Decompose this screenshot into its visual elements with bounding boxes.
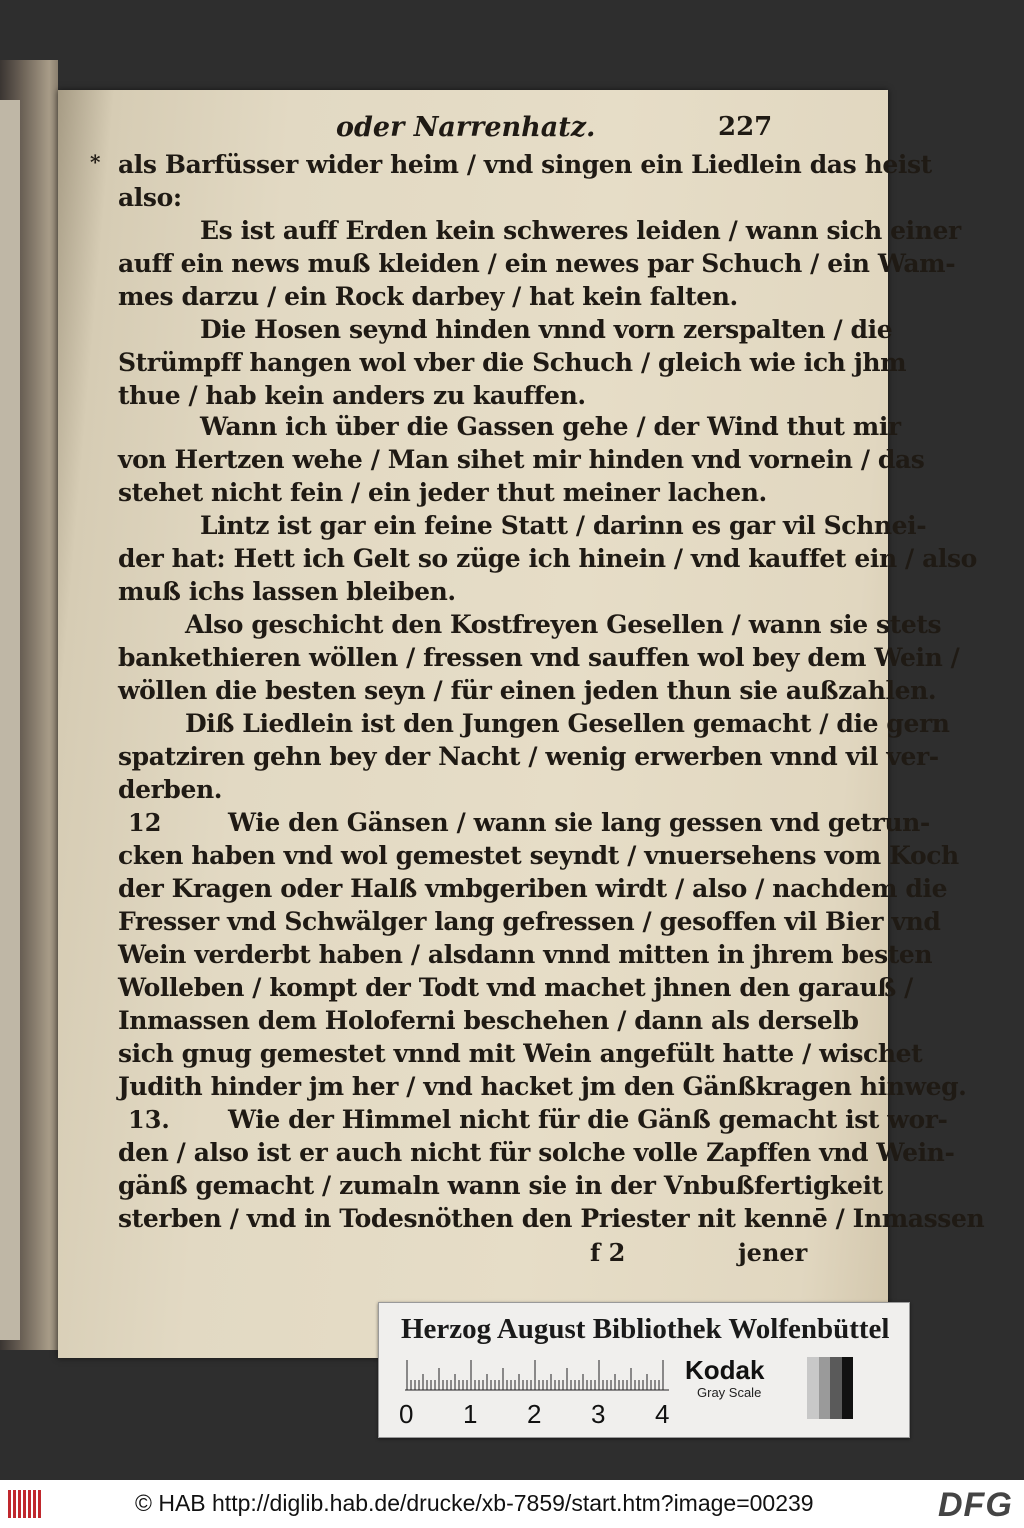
gray-swatch [830,1357,842,1419]
text-line: Strümpff hangen wol vber die Schuch / gleich wie ich jhm [118,348,907,377]
text-line: Lintz ist gar ein feine Statt / darinn es gar vil Schnei- [200,511,927,540]
ruler-number: 1 [463,1399,478,1429]
text-line: als Barfüsser wider heim / vnd singen ein Liedlein das heist [118,150,932,179]
text-line: den / also ist er auch nicht für solche volle Zapffen vnd Wein- [118,1138,955,1167]
left-page-strip [0,100,20,1340]
text-line: Wann ich über die Gassen gehe / der Wind thut mir [200,412,901,441]
color-calibration-card [378,1302,910,1438]
running-header: oder Narrenhatz. [336,112,596,143]
page-marker: * [90,150,101,174]
text-line: sich gnug gemestet vnnd mit Wein angefült hatte / wischet [118,1039,923,1068]
kodak-logo: Kodak [685,1355,765,1385]
footer-bar [0,1480,1024,1528]
text-line: derben. [118,775,223,804]
gray-swatches [807,1357,853,1419]
gray-scale-label: Gray Scale [697,1385,762,1400]
text-line: Fresser vnd Schwälger lang gefressen / gesoffen vil Bier vnd [118,907,941,936]
ruler-number: 4 [655,1399,670,1429]
gray-swatch [807,1357,819,1419]
text-line: mes darzu / ein Rock darbey / hat kein falten. [118,282,738,311]
text-line: wöllen die besten seyn / für einen jeden thun sie außzahlen. [118,676,937,705]
text-line: Wolleben / kompt der Todt vnd machet jhnen den garauß / [118,973,913,1002]
catchword: jener [738,1238,808,1267]
page-number: 227 [718,112,773,142]
text-line: Die Hosen seynd hinden vnnd vorn zerspalten / die [200,315,893,344]
text-line: Wie der Himmel nicht für die Gänß gemacht ist wor- [228,1105,948,1134]
text-line: muß ichs lassen bleiben. [118,577,456,606]
text-line: Inmassen dem Holoferni beschehen / dann als derselb [118,1006,859,1035]
text-line: bankethieren wöllen / fressen vnd sauffen wol bey dem Wein / [118,643,960,672]
text-line: sterben / vnd in Todesnöthen den Priester nit kennē / Inmassen [118,1204,985,1233]
text-line: spatziren gehn bey der Nacht / wenig erwerben vnnd vil ver- [118,742,939,771]
text-line: von Hertzen wehe / Man sihet mir hinden vnd vornein / das [118,445,925,474]
text-line: Es ist auff Erden kein schweres leiden / wann sich einer [200,216,961,245]
text-line: Diß Liedlein ist den Jungen Gesellen gemacht / die gern [185,709,950,738]
gray-swatch [842,1357,854,1419]
gray-swatch [819,1357,831,1419]
text-line: thue / hab kein anders zu kauffen. [118,381,586,410]
library-name: Herzog August Bibliothek Wolfenbüttel [401,1313,890,1345]
signature-mark: f 2 [590,1238,626,1267]
text-line: Also geschicht den Kostfreyen Gesellen / wann sie stets [185,610,942,639]
footer-url[interactable]: © HAB http://diglib.hab.de/drucke/xb-7859/start.htm?image=00239 [135,1490,814,1516]
text-line: Wein verderbt haben / alsdann vnnd mitten in jhrem besten [118,940,933,969]
text-line: gänß gemacht / zumaln wann sie in der Vnbußfertigkeit [118,1171,883,1200]
text-line: der Kragen oder Halß vmbgeriben wirdt / also / nachdem die [118,874,948,903]
text-line: der hat: Hett ich Gelt so züge ich hinein / vnd kauffet ein / also [118,544,977,573]
ruler-number: 0 [399,1399,414,1429]
dfg-logo: DFG [938,1486,1013,1524]
text-line: cken haben vnd wol gemestet seyndt / vnuersehens vom Koch [118,841,959,870]
text-line: stehet nicht fein / ein jeder thut meiner lachen. [118,478,767,507]
marginal-number-13: 13. [128,1105,170,1134]
ruler-number: 2 [527,1399,542,1429]
ruler-number: 3 [591,1399,606,1429]
text-line: Judith hinder jm her / vnd hacket jm den Gänßkragen hinweg. [118,1072,967,1101]
text-line: also: [118,183,182,212]
marginal-number-12: 12 [128,808,162,837]
ruler-scale [405,1357,669,1391]
text-line: Wie den Gänsen / wann sie lang gessen vnd getrun- [228,808,930,837]
text-line: auff ein news muß kleiden / ein newes par Schuch / ein Wam- [118,249,956,278]
hab-logo-icon [8,1490,42,1518]
